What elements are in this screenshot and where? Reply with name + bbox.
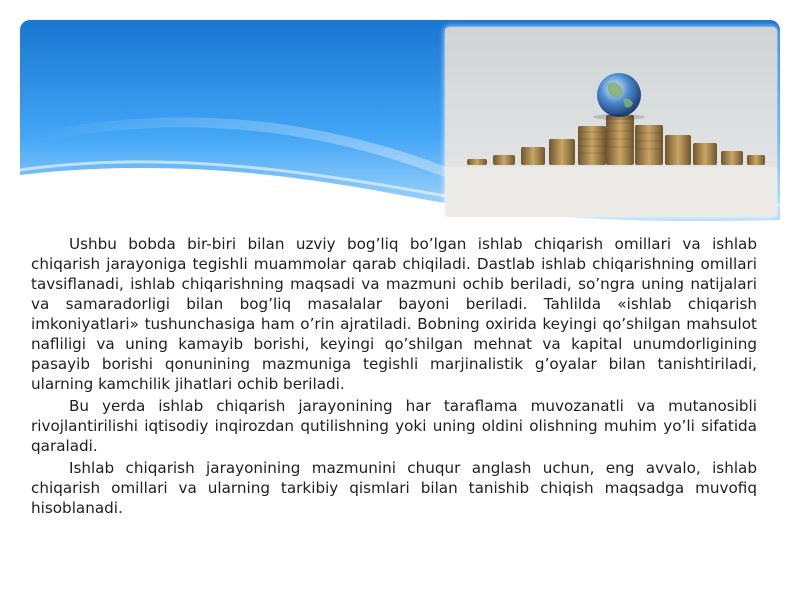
body-text <box>31 234 757 520</box>
coins-globe-photo <box>445 27 777 217</box>
paragraph-2: Bu yerda ishlab chiqarish jarayonining har taraflama muvozanatli va mutanosibli rivojlantirilishi iqtisodiy inqirozdan qutilishning yoki uning oldini olishning muhim yo’li sifatida qaraladi. <box>31 397 757 455</box>
paragraph-3: Ishlab chiqarish jarayonining mazmunini chuqur anglash uchun, eng avvalo, ishlab chiqarish omillari va ularning tarkibiy qismlari bilan tanishib chiqish maqsadga muvofiq hisoblanadi. <box>31 459 757 517</box>
paragraph-1: Ushbu bobda bir-biri bilan uzviy bog’liq bo’lgan ishlab chiqarish omillari va ishlab chiqarish jarayoniga tegishli muammolar qarab chiqiladi. Dastlab ishlab chiqarishning omillari tavsiflanadi, ishlab chiqarishning maqsadi va mazmuni ochib beriladi, so’ngra uning natijalari va samaradorligi bilan bog’liq masalalar bayoni beriladi. Tahlilda «ishlab chiqarish imkoniyatlari» tushunchasiga ham o’rin ajratiladi. Bobning oxirida keyingi qo’shilgan mahsulot nafliligi va uning kamayib borishi, keyingi qo’shilgan mehnat va kapital unumdorligining pasayib borishi qonunining mazmuniga tegishli marjinalistik g’oyalar bilan tanishtiriladi, ularning kamchilik jihatlari ochib beriladi. <box>31 235 757 393</box>
